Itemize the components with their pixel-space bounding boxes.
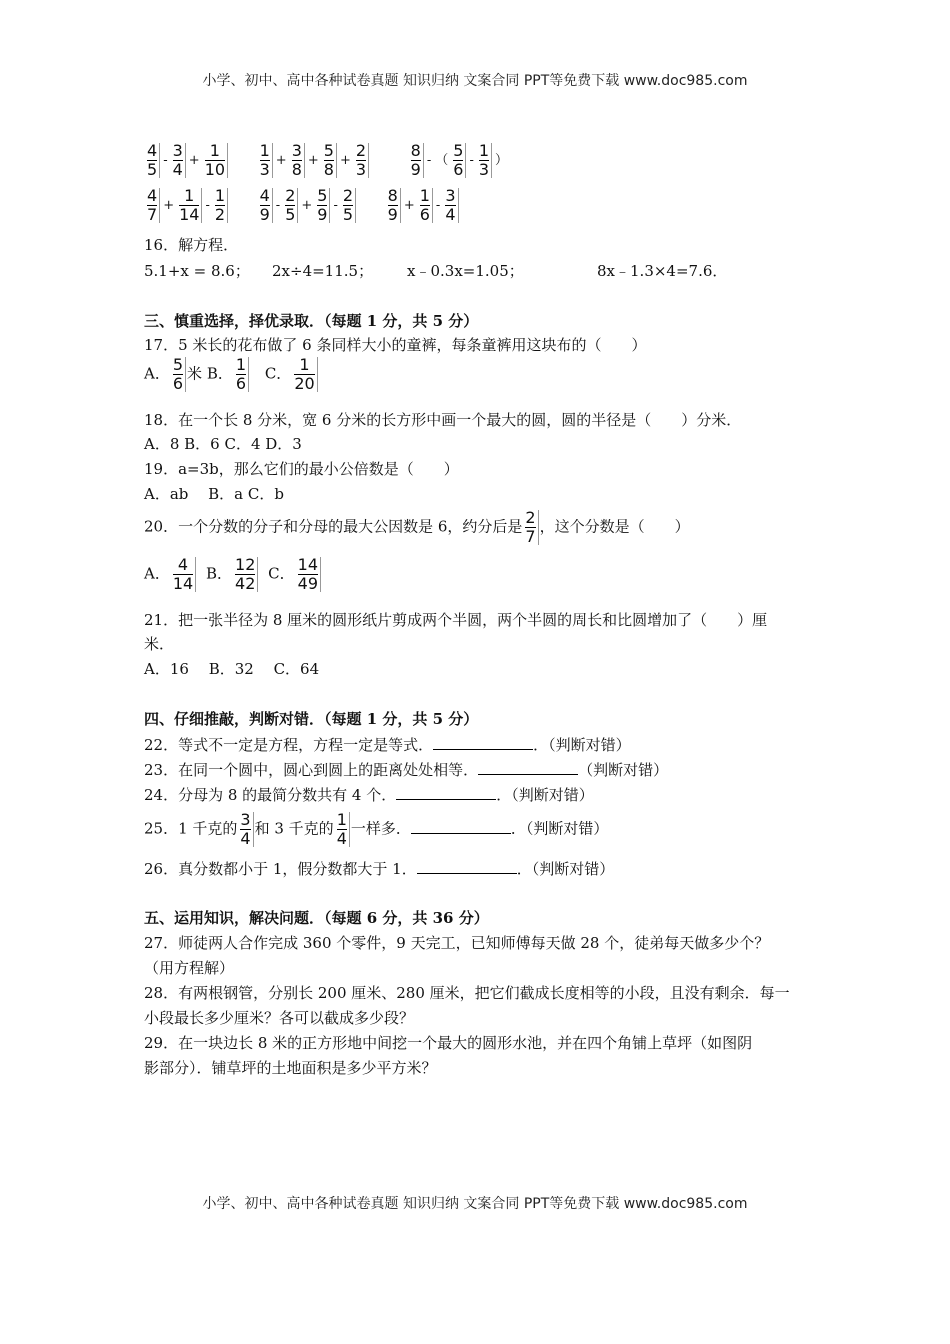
fraction: $\frac{1}{3}$ bbox=[477, 143, 492, 178]
fraction: $\frac{3}{4}$ bbox=[443, 188, 458, 223]
fraction: $\frac{5}{6}$ bbox=[451, 143, 466, 178]
q18-text: 18．在一个长 8 分米，宽 6 分米的长方形中画一个最大的圆，圆的半径是（ ）分米． bbox=[144, 411, 742, 429]
fraction: $\frac{3}{8}$ bbox=[290, 143, 305, 178]
q17-text: 17．5 米长的花布做了 6 条同样大小的童裤，每条童裤用这块布的（ ） bbox=[144, 336, 647, 354]
fraction: $\frac{4}{7}$ bbox=[145, 188, 160, 223]
fraction: $\frac{4}{5}$ bbox=[145, 143, 160, 178]
q16-eq3: x﹣0.3x=1.05； bbox=[407, 262, 524, 280]
fraction: $\frac{5}{9}$ bbox=[315, 188, 330, 223]
q16-eq2: 2x÷4=11.5； bbox=[272, 262, 374, 280]
fraction: $\frac{4}{14}$ bbox=[171, 557, 196, 592]
fraction: $\frac{3}{4}$ bbox=[171, 143, 186, 178]
q28-text-cont: 小段最长多少厘米？各可以截成多少段？ bbox=[144, 1009, 415, 1027]
fraction: $\frac{2}{7}$ bbox=[523, 510, 538, 545]
q24: 24．分母为 8 的最简分数共有 4 个． ．（判断对错） bbox=[144, 786, 594, 804]
fraction: $\frac{1}{4}$ bbox=[335, 812, 350, 847]
q21-text: 21．把一张半径为 8 厘米的圆形纸片剪成两个半圆，两个半圆的周长和比圆增加了（ ）厘 bbox=[144, 611, 768, 629]
answer-blank[interactable] bbox=[433, 735, 533, 750]
fraction: $\frac{1}{10}$ bbox=[203, 143, 228, 178]
fraction: $\frac{1}{6}$ bbox=[234, 357, 249, 392]
q27-text: 27．师徒两人合作完成 360 个零件，9 天完工，已知师傅每天做 28 个，徒弟每天做多少个？ bbox=[144, 934, 770, 952]
fraction: $\frac{8}{9}$ bbox=[386, 188, 401, 223]
q16-eq1: 5.1+x = 8.6； bbox=[144, 262, 250, 280]
fraction: $\frac{4}{9}$ bbox=[258, 188, 273, 223]
q21-options: A．16 B．32 C．64 bbox=[144, 660, 320, 678]
q23: 23．在同一个圆中，圆心到圆上的距离处处相等． （判断对错） bbox=[144, 761, 669, 779]
q29-text: 29．在一块边长 8 米的正方形地中间挖一个最大的圆形水池，并在四个角铺上草坪（如图阴 bbox=[144, 1034, 753, 1052]
q26: 26．真分数都小于 1，假分数都大于 1． ．（判断对错） bbox=[144, 860, 615, 878]
fraction: $\frac{2}{5}$ bbox=[341, 188, 356, 223]
q29-text-cont: 影部分）．铺草坪的土地面积是多少平方米？ bbox=[144, 1059, 437, 1077]
fraction: $\frac{12}{42}$ bbox=[233, 557, 258, 592]
fraction: $\frac{1}{2}$ bbox=[213, 188, 228, 223]
calc-row-1: $\frac{4}{5}$ - $\frac{3}{4}$ + $\frac{1}{10}$ $\frac{1}{3}$ + $\frac{3}{8}$ + $\frac{5}{8}$ + $\frac{2}{3}$ $\frac{8}{9}$ - （ $\frac{5}{6}$ - $\frac{1}{3}$ ） bbox=[147, 141, 509, 179]
section-3-title: 三、慎重选择，择优录取．（每题 1 分，共 5 分） bbox=[144, 312, 479, 330]
fraction: $\frac{1}{6}$ bbox=[418, 188, 433, 223]
page-header: 小学、初中、高中各种试卷真题 知识归纳 文案合同 PPT等免费下载 www.doc985.com bbox=[202, 73, 748, 89]
page-footer: 小学、初中、高中各种试卷真题 知识归纳 文案合同 PPT等免费下载 www.doc985.com bbox=[202, 1196, 748, 1212]
q28-text: 28．有两根钢管，分别长 200 厘米、280 厘米，把它们截成长度相等的小段，且没有剩余．每一 bbox=[144, 984, 790, 1002]
q18-options: A．8 B．6 C．4 D．3 bbox=[144, 435, 302, 453]
q22: 22．等式不一定是方程，方程一定是等式． ．（判断对错） bbox=[144, 736, 631, 754]
q21-text-cont: 米． bbox=[144, 635, 175, 653]
answer-blank[interactable] bbox=[411, 819, 511, 834]
fraction: $\frac{8}{9}$ bbox=[409, 143, 424, 178]
q17-options: A． $\frac{5}{6}$ 米 B． $\frac{1}{6}$ C． $\frac{1}{20}$ bbox=[144, 357, 319, 392]
q25: 25．1 千克的 $\frac{3}{4}$ 和 3 千克的 $\frac{1}{4}$ 一样多． ．（判断对错） bbox=[144, 810, 609, 848]
section-4-title: 四、仔细推敲，判断对错．（每题 1 分，共 5 分） bbox=[144, 710, 479, 728]
answer-blank[interactable] bbox=[417, 859, 517, 874]
q19-text: 19．a=3b，那么它们的最小公倍数是（ ） bbox=[144, 460, 459, 478]
q16-title: 16．解方程． bbox=[144, 236, 239, 254]
q20-text: 20．一个分数的分子和分母的最大公因数是 6，约分后是 $\frac{2}{7}$ ，这个分数是（ ） bbox=[144, 508, 690, 546]
fraction: $\frac{3}{4}$ bbox=[238, 812, 253, 847]
q20-options: A． $\frac{4}{14}$ B． $\frac{12}{42}$ C． $\frac{14}{49}$ bbox=[144, 557, 322, 592]
fraction: $\frac{1}{14}$ bbox=[177, 188, 202, 223]
calc-row-2: $\frac{4}{7}$ + $\frac{1}{14}$ - $\frac{1}{2}$ $\frac{4}{9}$ - $\frac{2}{5}$ + $\frac{5}{9}$ - $\frac{2}{5}$ $\frac{8}{9}$ + $\frac{1}{6}$ - $\frac{3}{4}$ bbox=[144, 188, 460, 223]
fraction: $\frac{14}{49}$ bbox=[296, 557, 321, 592]
fraction: $\frac{1}{3}$ bbox=[258, 143, 273, 178]
answer-blank[interactable] bbox=[478, 760, 578, 775]
section-5-title: 五、运用知识，解决问题．（每题 6 分，共 36 分） bbox=[144, 909, 489, 927]
fraction: $\frac{5}{6}$ bbox=[171, 357, 186, 392]
fraction: $\frac{5}{8}$ bbox=[322, 143, 337, 178]
fraction: $\frac{1}{20}$ bbox=[292, 357, 317, 392]
q16-eq4: 8x﹣1.3×4=7.6． bbox=[597, 262, 728, 280]
q19-options: A．ab B．a C．b bbox=[144, 485, 284, 503]
q27-text-cont: （用方程解） bbox=[144, 959, 235, 977]
answer-blank[interactable] bbox=[396, 785, 496, 800]
fraction: $\frac{2}{5}$ bbox=[283, 188, 298, 223]
fraction: $\frac{2}{3}$ bbox=[354, 143, 369, 178]
